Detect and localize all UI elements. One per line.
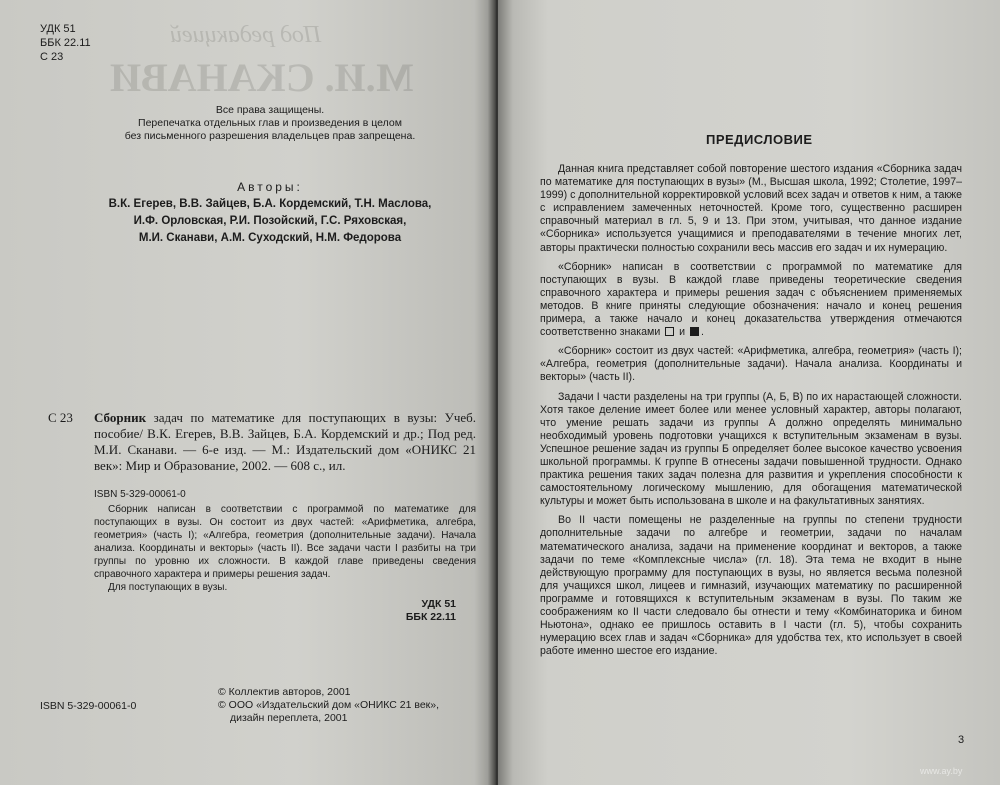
preface-paragraph: «Сборник» написан в соответствии с программой по математике для поступающих в вузы. В каждой главе приведены теоретические сведения справочного характера и примеры решения задач с объяснением применяемых методов. В книге приняты следующие обозначения: начало и конец решения примера, а также начало и конец доказательства утверждения отмечаются соответственно знаками и . (540, 260, 962, 339)
annotation-audience: Для поступающих в вузы. (108, 582, 228, 593)
catalog-title: Сборник (94, 410, 147, 425)
udc-bottom: УДК 51 ББК 22.11 (405, 598, 456, 623)
authors-label: Авторы: (237, 180, 303, 194)
show-through-text: М.И. СКАНАВИ (110, 55, 414, 100)
preface-paragraph: Задачи I части разделены на три группы (А, Б, В) по их нарастающей сложности. Хотя такое деление имеет более или менее условный характер, авторы полагают, что умение решать задачи из группы А должно определять минимально необходимый уровень подготовки учащихся к вступительным экзаменам в вузы. Успешное решение задач из группы Б определяет более высокое качество усвоения школьной программы. К группе В отнесены задачи повышенной трудности. Однако практика решения таких задач полезна для развития и укрепления способности к самостоятельному логическому мышлению, для обогащения математической культуры и может быть использована в школе и на факультативных занятиях. (540, 390, 962, 508)
rights-notice: Все права защищены. Перепечатка отдельных глав и произведения в целом без письменного разрешения владельцев прав запрещена. (124, 104, 416, 142)
preface-title: ПРЕДИСЛОВИЕ (706, 132, 813, 147)
preface-paragraph: «Сборник» состоит из двух частей: «Арифметика, алгебра, геометрия» (часть I); «Алгебра, геометрия (дополнительные задачи). Начала анализа. Координаты и векторы» (часть II). (540, 345, 962, 384)
watermark: www.ay.by (920, 766, 963, 776)
udc-block: УДК 51 ББК 22.11 С 23 (40, 23, 91, 63)
solution-end-mark-icon (690, 327, 699, 336)
catalog-description: задач по математике для поступающих в вузы: Учеб. пособие/ В.К. Егерев, В.В. Зайцев, Б.А. Кордемский и др.; Под ред. М.И. Сканави. — 6-е изд. — М.: Издательский дом «ОНИКС 21 век»: Мир и Образование, 2002. — 608 с., ил. (94, 410, 476, 473)
solution-start-mark-icon (665, 327, 674, 336)
left-page (0, 0, 494, 785)
annotation (94, 503, 476, 594)
right-page (498, 0, 1000, 785)
isbn-bottom: ISBN 5-329-00061-0 (40, 700, 137, 712)
preface-body (540, 163, 962, 664)
copyright-block: © Коллектив авторов, 2001 © ООО «Издательский дом «ОНИКС 21 век», дизайн переплета, 2001 (218, 686, 440, 724)
catalog-entry (94, 410, 476, 474)
preface-paragraph: Во II части помещены не разделенные на группы по степени трудности дополнительные задачи по алгебре и геометрии, задачи по началам математического анализа, задачи на применение координат и векторов, а также задачи по теме «Комплексные числа» (гл. 18). Эта тема не входит в ныне действующую программу для поступающих в вузы, но является весьма полезной для учащихся школ, лицеев и гимназий, изучающих математику по расширенной программе и готовящихся к вступительным экзаменам в вузы. По таким же соображениям ко II части следовало бы отнести и тему «Комбинаторика и бином Ньютона», однако ее пришлось оставить в I части (гл. 5), чтобы сохранить нумерацию всех глав и задач «Сборника» для удобства тех, кто использует в своей работе именно шестое его издание. (540, 514, 962, 658)
show-through-text: Под редакцией (170, 22, 322, 48)
authors-list: В.К. Егерев, В.В. Зайцев, Б.А. Кордемский, Т.Н. Маслова, И.Ф. Орловская, Р.И. Позойский, Г.С. Ряховская, М.И. Сканави, А.М. Суходский, Н.М. Федорова (108, 198, 432, 244)
catalog-code: С 23 (48, 410, 73, 425)
preface-paragraph: Данная книга представляет собой повторение шестого издания «Сборника задач по математике для поступающих в вузы» (М., Высшая школа, 1992; Столетие, 1997–1999) с дополнительной корректировкой условий всех задач и ответов к ним, а также с исправлением замеченных неточностей. Кроме того, существенно расширен справочный материал в гл. 5, 9 и 13. При этом, учитывая, что данное издание «Сборника» используется учащимися и преподавателями в течение многих лет, авторы практически полностью сохранили весь массив его задач и их нумерацию. (540, 163, 962, 254)
page-number: 3 (958, 734, 965, 746)
catalog-isbn: ISBN 5-329-00061-0 (94, 489, 186, 500)
annotation-text: Сборник написан в соответствии с программой по математике для поступающих в вузы. Он состоит из двух частей: «Арифметика, алгебра, геометрия» (часть I); «Алгебра, геометрия (дополнительные задачи). Начала анализа. Координаты и векторы» (часть II). Все задачи части I разбиты на три группы по уровню их сложности. В каждой главе приведены сведения справочного характера и примеры решения задач. (94, 504, 476, 580)
